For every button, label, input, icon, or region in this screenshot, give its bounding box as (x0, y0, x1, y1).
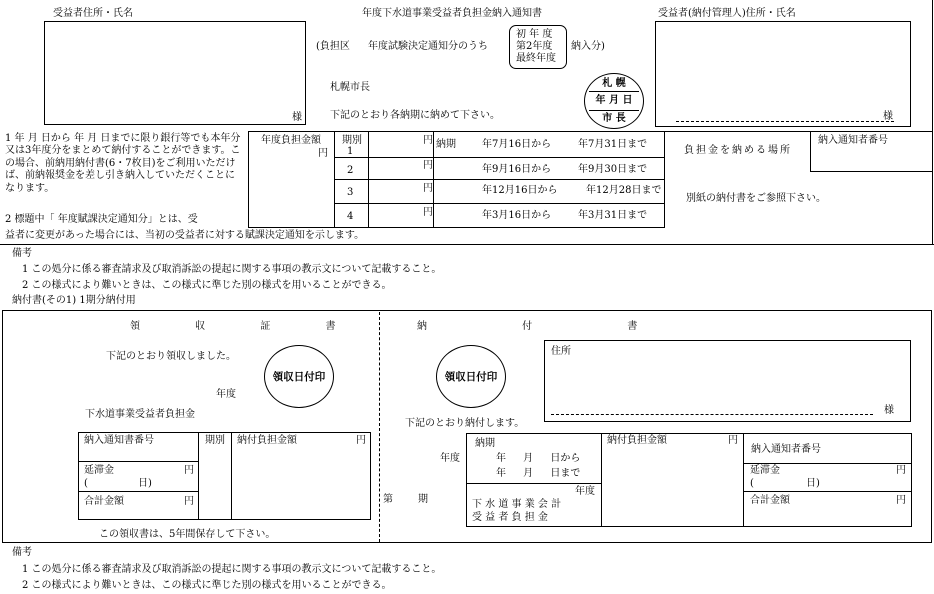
table-col-divider-5 (810, 131, 811, 171)
receipt-date-stamp (264, 345, 334, 408)
receipt-late-fee-label: 延滞金 (84, 465, 114, 476)
payer-address-label: 受益者(納付管理人)住所・氏名 (658, 8, 796, 19)
row2-from: 年9月16日から (482, 164, 552, 175)
payment-date-stamp (436, 345, 506, 408)
payment-late-fee-label: 延滞金 (750, 465, 780, 476)
seal-line-top (589, 91, 639, 92)
payment-right-row-2 (743, 491, 912, 492)
payer-address-field[interactable] (544, 340, 911, 422)
receipt-col-2 (231, 432, 232, 520)
payment-row-line (466, 483, 601, 484)
payment-place-text: 別紙の納付書をご参照下さい。 (686, 193, 826, 204)
payment-paid-text: 下記のとおり納付します。 (405, 418, 525, 429)
payment-category-1: 下 水 道 事 業 会 計 (472, 499, 562, 510)
annual-amount-label: 年度負担金額 (261, 135, 321, 146)
receipt-row-line-2 (78, 491, 198, 492)
seal-line-bottom (589, 110, 639, 111)
period-no-4: 4 (347, 211, 354, 222)
seal-city: 札 幌 (602, 78, 626, 89)
installment-table (248, 131, 933, 228)
period-option-first: 初 年 度 (516, 29, 553, 40)
table-col-divider-4 (664, 131, 665, 228)
remarks-line-1-2: 1 この処分に係る審査請求及び取消訴訟の提起に関する事項の教示文について記載すること。 (22, 564, 442, 575)
receipt-total-yen: 円 (184, 496, 194, 507)
row4-yen: 円 (423, 207, 433, 218)
top-section-bottom-border (0, 244, 934, 245)
payment-amount-yen: 円 (728, 435, 738, 446)
notice-number-box-bottom (810, 171, 933, 172)
receipt-nendo: 年度 (216, 389, 236, 400)
receipt-amount-label: 納付負担金額 (237, 435, 297, 446)
form-title: 年度下水道事業受益者負担金納入通知書 (362, 8, 542, 19)
title-term-note: 2 標題中「 年度賦課決定通知分」とは、受 (5, 214, 198, 225)
table-row-line-2 (334, 179, 664, 180)
table-top-border (248, 131, 933, 132)
notice-prefix: (負担区 (316, 41, 350, 52)
payment-ki: 期 (418, 494, 428, 505)
payment-deadline-to: 年 月 日まで (496, 468, 581, 479)
remarks-line-1: 1 この処分に係る審査請求及び取消訴訟の提起に関する事項の教示文について記載すること。 (22, 264, 442, 275)
payment-category-nendo: 年度 (575, 486, 595, 497)
receipt-late-fee-yen: 円 (184, 465, 194, 476)
payment-table (466, 433, 911, 527)
remarks-title: 備考 (12, 248, 32, 259)
period-label: 期別 (342, 135, 362, 146)
payment-stamp-text: 領収日付印 (444, 371, 498, 383)
payment-notice-no-label: 納入通知者番号 (751, 444, 821, 455)
receipt-table (78, 432, 370, 519)
row1-from: 年7月16日から (482, 139, 552, 150)
receipt-amount-yen: 円 (356, 435, 366, 446)
receipt-total-label: 合計金額 (84, 496, 124, 507)
payment-dai: 第 (383, 494, 393, 505)
remarks-line-2: 2 この様式により難いときは、この様式に準じた別の様式を用いることができる。 (22, 280, 392, 291)
table-row-line-3 (334, 203, 664, 204)
receipt-row-line-1 (78, 461, 198, 462)
notice-suffix: 納入分) (571, 41, 605, 52)
payment-late-fee-yen: 円 (896, 465, 906, 476)
payment-col-1 (601, 433, 602, 527)
pay-instruction: 下記のとおり各納期に納めて下さい。 (330, 110, 500, 121)
deadline-label: 納期 (436, 139, 456, 150)
row2-to: 年9月30日まで (578, 164, 648, 175)
payer-sama: 様 (883, 111, 893, 122)
payment-title: 納 付 書 (417, 321, 684, 332)
row4-from: 年3月16日から (482, 210, 552, 221)
notice-number-label: 納入通知者番号 (818, 135, 888, 146)
period-option-second: 第2年度 (516, 41, 553, 52)
prepayment-note: 1 年 月 日から 年 月 日までに限り銀行等でも本年分又は3年度分をまとめて納付することができます。この場合、前納用納付書(6・7枚目)をご利用いただけば、前納報奨金を差し引き納入していただくことになります。 (5, 133, 241, 194)
payer-address-box[interactable] (655, 21, 911, 127)
recipient-address-label: 受益者住所・氏名 (53, 8, 133, 19)
receipt-title: 領 収 証 書 (130, 321, 362, 332)
slip-label: 納付書(その1) 1期分納付用 (12, 295, 136, 306)
title-term-note-cont: 益者に変更があった場合には、当初の受益者に対する賦課決定通知を示します。 (5, 230, 365, 241)
row2-yen: 円 (423, 160, 433, 171)
period-no-3: 3 (347, 187, 354, 198)
seal-mayor: 市 長 (602, 113, 626, 124)
row3-to: 年12月28日まで (586, 185, 662, 196)
seal-date: 年 月 日 (595, 95, 633, 106)
receipt-day-paren-open: ( (84, 478, 88, 489)
period-no-1: 1 (347, 146, 354, 157)
remarks-line-2-2: 2 この様式により難いときは、この様式に準じた別の様式を用いることができる。 (22, 580, 392, 591)
payment-deadline-from: 年 月 日から (496, 453, 581, 464)
payment-amount-label: 納付負担金額 (607, 435, 667, 446)
notice-middle: 年度試験決定通知分のうち (368, 41, 488, 52)
row1-to: 年7月31日まで (578, 139, 648, 150)
receipt-received: 下記のとおり領収しました。 (106, 351, 236, 362)
payment-total-label: 合計金額 (750, 495, 790, 506)
mayor-label: 札幌市長 (330, 82, 370, 93)
table-row-line-1 (334, 157, 664, 158)
payment-place-label: 負担金を納める場所 (684, 145, 792, 156)
receipt-col-1 (198, 432, 199, 520)
payment-late-fee-day: 日) (806, 478, 820, 489)
receipt-item: 下水道事業受益者負担金 (85, 409, 195, 420)
table-left-border (248, 131, 249, 228)
payment-deadline-label: 納期 (475, 438, 495, 449)
row1-yen: 円 (423, 135, 433, 146)
fiscal-period-list (516, 29, 556, 65)
payment-nendo: 年度 (440, 453, 460, 464)
payer-address-dashline-bottom (551, 414, 873, 415)
payer-address-dashline (676, 121, 894, 122)
payment-day-paren-open: ( (750, 478, 754, 489)
receipt-late-fee-day: 日) (138, 478, 152, 489)
table-bottom-border (248, 227, 664, 228)
recipient-sama: 様 (292, 112, 302, 123)
perforation-line (379, 312, 380, 542)
notice-form (0, 0, 934, 245)
receipt-keep-note: この領収書は、5年間保存して下さい。 (99, 529, 276, 540)
receipt-period-label: 期別 (205, 435, 225, 446)
receipt-notice-no-label: 納入通知書番号 (84, 435, 154, 446)
period-no-2: 2 (347, 165, 354, 176)
city-seal (584, 73, 644, 129)
payment-col-2 (743, 433, 744, 527)
row3-from: 年12月16日から (482, 185, 558, 196)
payer-address-label-bottom: 住所 (551, 346, 571, 357)
payment-category-2: 受 益 者 負 担 金 (472, 512, 548, 523)
period-option-final: 最終年度 (516, 53, 556, 64)
receipt-stamp-text: 領収日付印 (272, 371, 326, 383)
payment-total-yen: 円 (896, 495, 906, 506)
remarks-title-2: 備考 (12, 547, 32, 558)
payment-right-row-1 (743, 463, 912, 464)
annual-amount-yen: 円 (318, 148, 328, 159)
payment-sama: 様 (884, 405, 894, 416)
row3-yen: 円 (423, 183, 433, 194)
recipient-address-box[interactable] (44, 21, 306, 125)
row4-to: 年3月31日まで (578, 210, 648, 221)
